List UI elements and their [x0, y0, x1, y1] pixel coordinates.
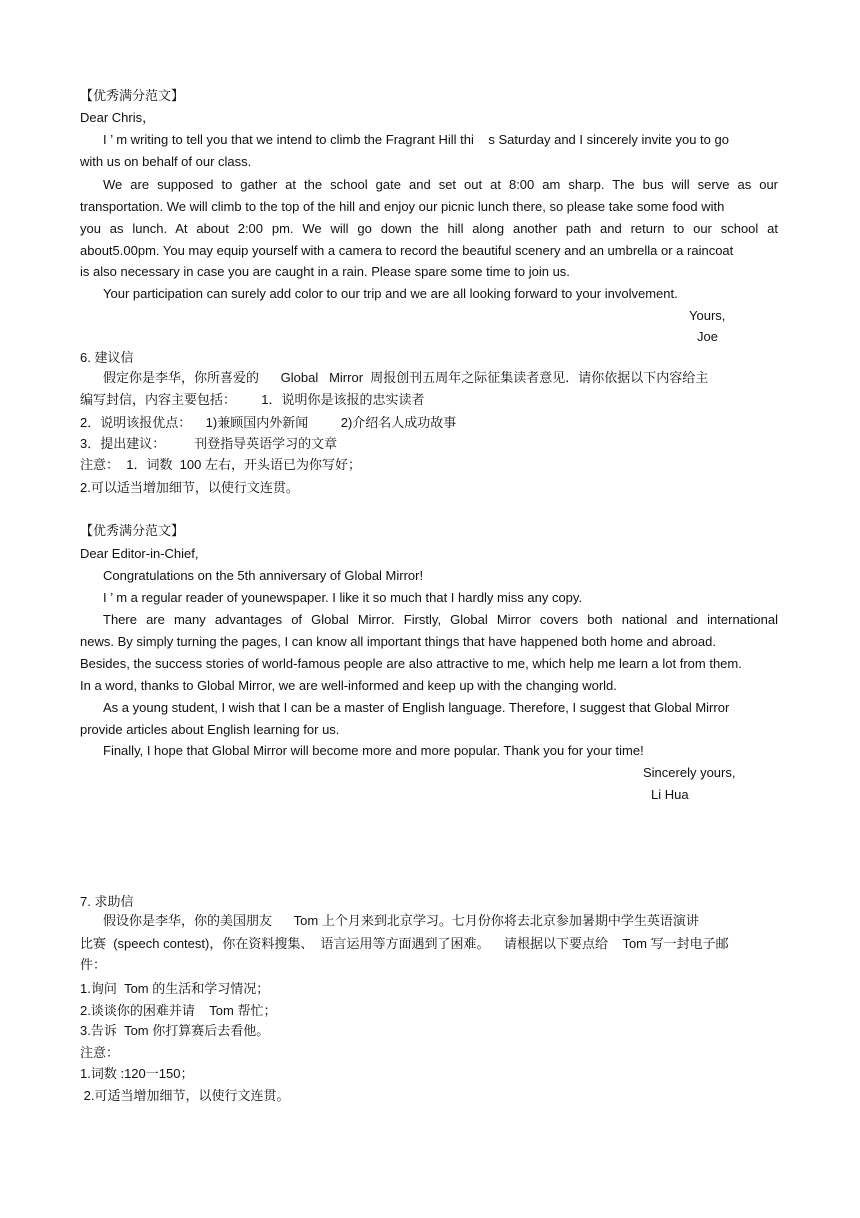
letter2-greeting: Dear Editor-in-Chief,: [80, 546, 199, 561]
task6-title: 6. 建议信: [80, 350, 134, 365]
letter2-p3-line1: There are many advantages of Global Mirror. Firstly, Global Mirror covers both national and international: [103, 612, 778, 627]
letter2-p2: I ’ m a regular reader of younewspaper. I like it so much that I hardly miss any copy.: [103, 590, 583, 605]
letter1-p3: Your participation can surely add color to our trip and we are all looking forward to your involvement.: [103, 286, 678, 301]
letter1-p2-line2: transportation. We will climb to the top of the hill and enjoy our picnic lunch there, so please take some food with: [80, 199, 725, 214]
letter1-p2-line4: about5.00pm. You may equip yourself with a camera to record the beautiful scenery and an umbrella or a raincoat: [80, 243, 734, 258]
letter1-closing: Yours,: [689, 308, 726, 323]
letter1-p2-line1: We are supposed to gather at the school gate and set out at 8:00 am sharp. The bus will serve as our: [103, 177, 778, 192]
letter2-p3-line3: Besides, the success stories of world-famous people are also attractive to me, which help me learn a lot from them.: [80, 656, 742, 671]
task6-point2: 2．说明该报优点： 1)兼顾国内外新闻 2)介绍名人成功故事: [80, 415, 457, 430]
task6-note1: 注意： 1．词数 100 左右，开头语已为你写好；: [80, 457, 361, 472]
letter2-signature: Li Hua: [651, 787, 689, 802]
task6-intro-line1: 假定你是李华，你所喜爱的 Global Mirror 周报创刊五周年之际征集读者意见．请你依据以下内容给主: [103, 370, 709, 385]
task7-note2: 2.可适当增加细节，以使行文连贯。: [80, 1088, 290, 1103]
letter2-p4-line2: provide articles about English learning for us.: [80, 722, 340, 737]
task6-point3: 3．提出建议： 刊登指导英语学习的文章: [80, 436, 338, 451]
task7-title: 7. 求助信: [80, 894, 134, 909]
letter2-p1: Congratulations on the 5th anniversary of Global Mirror!: [103, 568, 424, 583]
letter1-greeting: Dear Chris，: [80, 110, 156, 125]
task7-intro-line2: 比赛 (speech contest)，你在资料搜集、 语言运用等方面遇到了困难。 请根据以下要点给 Tom 写一封电子邮: [80, 936, 729, 951]
letter1-p2-line3: you as lunch. At about 2:00 pm. We will go down the hill along another path and return to our school at: [80, 221, 778, 236]
task7-note-label: 注意：: [80, 1045, 120, 1060]
letter2-p4-line1: As a young student, I wish that I can be a master of English language. Therefore, I suggest that Global Mirror: [103, 700, 730, 715]
letter1-p1-line2: with us on behalf of our class.: [80, 154, 252, 169]
letter2-p3-line2: news. By simply turning the pages, I can know all important things that have happened both home and abroad.: [80, 634, 716, 649]
task7-intro-line3: 件：: [80, 957, 107, 972]
section-heading-1: 【优秀满分范文】: [80, 88, 185, 103]
task7-point3: 3.告诉 Tom 你打算赛后去看他。: [80, 1023, 270, 1038]
letter2-closing: Sincerely yours,: [643, 765, 736, 780]
task7-note1: 1.词数 :120一150；: [80, 1066, 194, 1081]
task6-intro-line2: 编写封信，内容主要包括： 1．说明你是该报的忠实读者: [80, 392, 425, 407]
letter1-p1-line1: I ’ m writing to tell you that we intend to climb the Fragrant Hill thi s Saturday and I sincerely invite you to go: [103, 132, 729, 147]
task7-point1: 1.询问 Tom 的生活和学习情况；: [80, 981, 270, 996]
task6-note2: 2.可以适当增加细节，以使行文连贯。: [80, 480, 299, 495]
letter1-signature: Joe: [697, 329, 718, 344]
letter2-p5: Finally, I hope that Global Mirror will become more and more popular. Thank you for your time!: [103, 743, 644, 758]
section-heading-2: 【优秀满分范文】: [80, 523, 185, 538]
letter1-p2-line5: is also necessary in case you are caught in a rain. Please spare some time to join us.: [80, 264, 570, 279]
task7-intro-line1: 假设你是李华，你的美国朋友 Tom 上个月来到北京学习。七月份你将去北京参加暑期中学生英语演讲: [103, 913, 699, 928]
task7-point2: 2.谈谈你的困难并请 Tom 帮忙；: [80, 1003, 277, 1018]
letter2-p3-line4: In a word, thanks to Global Mirror, we are well-informed and keep up with the changing world.: [80, 678, 617, 693]
